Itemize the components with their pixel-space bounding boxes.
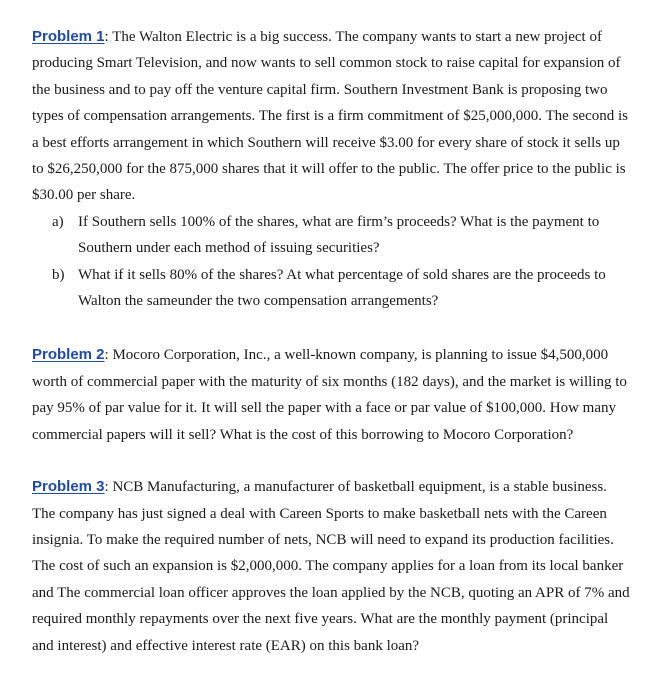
problem-2-text: Mocoro Corporation, Inc., a well-known company, is planning to issue $4,500,000 worth of commercial paper with the maturity of six months (182 days), and the market is willing to pay 95% of par value for it. It will sell the paper with a face or par value of $100,000. How many commercial papers will it sell? What is the cost of this borrowing to Mocoro Corporation? xyxy=(32,347,627,443)
problem-3-label: Problem 3 xyxy=(32,478,105,496)
problem-2-block xyxy=(32,342,632,448)
subquestion-a-text: If Southern sells 100% of the shares, what are firm’s proceeds? What is the payment to Southern under each method of issuing securities? xyxy=(78,213,600,257)
subquestion-b-text: What if it sells 80% of the shares? At what percentage of sold shares are the proceeds to Walton the sameunder the two compensation arrangements? xyxy=(78,266,606,310)
subquestion-a-marker: a) xyxy=(52,213,64,230)
problem-2-separator: : xyxy=(104,347,109,364)
subquestion-a xyxy=(32,209,632,262)
problem-1-block xyxy=(32,24,632,314)
problem-1-separator: : xyxy=(104,29,109,45)
document-page xyxy=(32,24,632,659)
problem-1-subquestions xyxy=(32,209,632,315)
problem-3-block xyxy=(32,474,632,659)
problem-3-text: NCB Manufacturing, a manufacturer of basketball equipment, is a stable business. The company has just signed a deal with Careen Sports to make basketball nets with the Careen insignia. To make the required number of nets, NCB will need to expand its production facilities. The cost of such an expansion is $2,000,000. The company applies for a loan from its local banker and The commercial loan officer approves the loan applied by the NCB, quoting an APR of 7% and required monthly repayments over the next five years. What are the monthly payment (principal and interest) and effective interest rate (EAR) on this bank loan? xyxy=(32,479,630,654)
problem-1-paragraph xyxy=(32,24,632,209)
subquestion-b-marker: b) xyxy=(52,266,65,283)
problem-1-text: The Walton Electric is a big success. The company wants to start a new project of producing Smart Television, and now wants to sell common stock to raise capital for expansion of the business and to pay off the venture capital firm. Southern Investment Bank is proposing two types of compensation arrangements. The first is a firm commitment of $25,000,000. The second is a best efforts arrangement in which Southern will receive $3.00 for every share of stock it sells up to $26,250,000 for the 875,000 shares that it will offer to the public. The offer price to the public is $30.00 per share. xyxy=(32,29,628,204)
subquestion-b xyxy=(32,262,632,315)
problem-2-paragraph xyxy=(32,342,632,448)
problem-3-separator: : xyxy=(104,479,109,496)
problem-3-paragraph xyxy=(32,474,632,659)
problem-1-label: Problem 1 xyxy=(32,28,105,45)
problem-2-label: Problem 2 xyxy=(32,346,105,364)
